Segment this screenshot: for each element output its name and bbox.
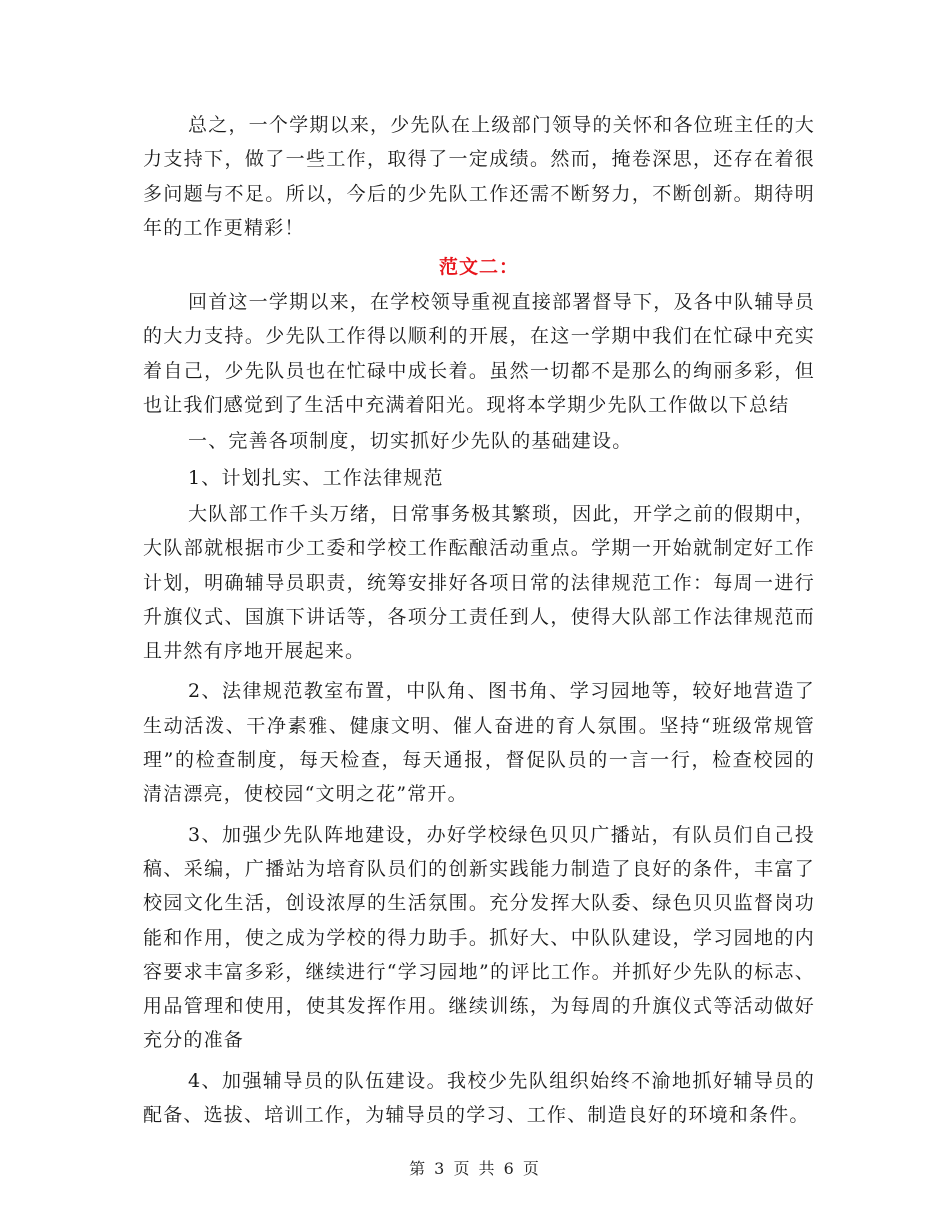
paragraph-section-one: 一、完善各项制度，切实抓好少先队的基础建设。 bbox=[188, 430, 633, 453]
paragraph-summary: 总之，一个学期以来，少先队在上级部门领导的关怀和各位班主任的大力支持下，做了一些工作，取得了一定成绩。然而，掩卷深思，还存在着很多问题与不足。所以，今后的少先队工作还需不断努力，不断创新。期待明年的工作更精彩！ bbox=[143, 114, 815, 239]
paragraph-item-4: 4、加强辅导员的队伍建设。我校少先队组织始终不渝地抓好辅导员的配备、选拔、培训工作，为辅导员的学习、工作、制造良好的环境和条件。 bbox=[143, 1069, 815, 1127]
page-footer: 第 3 页 共 6 页 bbox=[409, 1159, 541, 1178]
paragraph-item-1-body: 大队部工作千头万绪，日常事务极其繁琐，因此，开学之前的假期中，大队部就根据市少工委和学校工作酝酿活动重点。学期一开始就制定好工作计划，明确辅导员职责，统筹安排好各项日常的法律规范工作：每周一进行升旗仪式、国旗下讲话等，各项分工责任到人，使得大队部工作法律规范而且井然有序地开展起来。 bbox=[143, 502, 815, 663]
paragraph-intro: 回首这一学期以来，在学校领导重视直接部署督导下，及各中队辅导员的大力支持。少先队工作得以顺利的开展，在这一学期中我们在忙碌中充实着自己，少先队员也在忙碌中成长着。虽然一切都不是那么的绚丽多彩，但也让我们感觉到了生活中充满着阳光。现将本学期少先队工作做以下总结 bbox=[143, 291, 815, 417]
paragraph-item-1-title: 1、计划扎实、工作法律规范 bbox=[188, 466, 444, 489]
section-heading: 范文二： bbox=[438, 256, 519, 279]
paragraph-item-2: 2、法律规范教室布置，中队角、图书角、学习园地等，较好地营造了生动活泼、干净素雅、健康文明、催人奋进的育人氛围。坚持“班级常规管理”的检查制度，每天检查，每天通报，督促队员的一言一行，检查校园的清洁漂亮，使校园“文明之花”常开。 bbox=[143, 680, 815, 806]
document-body bbox=[143, 108, 815, 1132]
paragraph-item-3: 3、加强少先队阵地建设，办好学校绿色贝贝广播站，有队员们自己投稿、采编，广播站为培育队员们的创新实践能力制造了良好的条件，丰富了校园文化生活，创设浓厚的生活氛围。充分发挥大队委、绿色贝贝监督岗功能和作用，使之成为学校的得力助手。抓好大、中队队建设，学习园地的内容要求丰富多彩，继续进行“学习园地”的评比工作。并抓好少先队的标志、用品管理和使用，使其发挥作用。继续训练，为每周的升旗仪式等活动做好充分的准备 bbox=[143, 823, 815, 1052]
